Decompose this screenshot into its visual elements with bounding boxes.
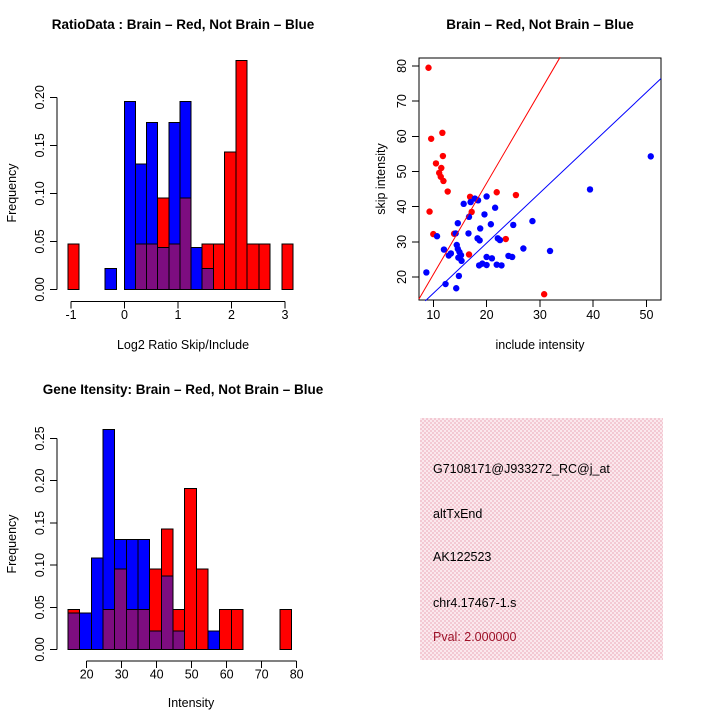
hist-bar-segment [115,569,127,649]
scatter-point-blue [448,250,454,256]
x-tick-label: 30 [114,667,129,682]
scatter-point-blue [488,221,494,227]
scatter-point-blue [483,262,489,268]
scatter-point-blue [529,218,535,224]
y-tick-label: 0.10 [33,181,47,206]
scatter-point-blue [520,245,526,251]
event-type-text: altTxEnd [433,507,483,521]
x-tick-label: 1 [174,308,182,322]
hist-bar-segment [103,429,115,609]
scatter-point-blue [456,273,462,279]
scatter-point-red [466,251,472,257]
y-tick-label: 0.20 [33,85,47,110]
info-panel [420,418,663,660]
scatter-point-red [440,153,446,159]
y-tick-label: 80 [395,59,409,73]
hist-bar-segment [161,529,173,576]
hist-bar-segment [259,244,270,290]
scatter-point-blue [483,254,489,260]
hist-bar-segment [92,558,104,650]
scatter-point-red [433,160,439,166]
x-tick-label: 40 [149,667,164,682]
gene-histogram-plot-area [33,426,304,681]
hist-bar-segment [125,101,136,289]
x-tick-label: 60 [219,667,234,682]
hist-bar-segment [231,609,243,649]
hist-bar-segment [220,609,232,649]
hist-bar-segment [68,609,80,612]
scatter-point-red [440,178,446,184]
y-tick-label: 0.05 [33,595,47,620]
x-tick-label: 80 [289,667,304,682]
scatter-point-blue [434,233,440,239]
x-tick-label: 0 [121,308,128,322]
hist-bar-segment [158,248,169,290]
x-tick-label: 20 [79,667,94,682]
hist-bar-segment [173,631,185,649]
x-tick-label: 50 [639,308,654,322]
gene-histogram-panel [0,360,360,720]
hist-bar-segment [247,244,259,290]
x-tick-label: 40 [586,308,601,322]
scatter-point-red [425,65,431,71]
y-tick-label: 0.00 [33,637,47,662]
hist-bar-segment [185,489,197,650]
scatter-point-blue [476,237,482,243]
y-tick-label: 0.15 [33,133,47,158]
hist-bar-segment [138,539,150,609]
hist-bar-segment [103,609,115,649]
scatter-point-blue [498,262,504,268]
hist-bar-segment [225,152,236,289]
x-tick-label: 2 [228,308,235,322]
scatter-point-blue [453,285,459,291]
hist-bar-segment [136,164,147,244]
y-tick-label: 0.05 [33,229,47,254]
hist-bar-segment [115,539,127,569]
scatter-point-red [444,188,450,194]
scatter-point-blue [547,248,553,254]
hist-bar-segment [127,539,139,609]
pval-text: Pval: 2.000000 [433,630,517,644]
scatter-point-blue [476,262,482,268]
hist-bar-segment [282,244,293,290]
y-tick-label: 0.20 [33,468,47,493]
y-tick-label: 0.00 [33,277,47,302]
scatter-point-blue [489,255,495,261]
gene-histogram-title: Gene Itensity: Brain – Red, Not Brain – Blue [42,382,324,397]
x-tick-label: -1 [65,308,77,322]
scatter-point-blue [458,258,464,264]
scatter-point-blue [455,220,461,226]
hist-bar-segment [150,631,162,649]
scatter-point-blue [587,186,593,192]
hist-bar-segment [138,609,150,649]
scatter-xlabel: include intensity [495,338,585,352]
scatter-title: Brain – Red, Not Brain – Blue [446,17,634,32]
hist-bar-segment [173,609,185,631]
x-tick-label: 3 [281,308,289,322]
ratio-histogram-title: RatioData : Brain – Red, Not Brain – Blue [51,17,315,32]
scatter-point-red [426,208,432,214]
x-tick-label: 30 [532,308,547,322]
probe-id-text: G7108171@J933272_RC@j_at [433,462,610,476]
x-tick-label: 50 [184,667,199,682]
scatter-point-blue [497,237,503,243]
scatter-point-blue [510,222,516,228]
scatter-point-red [513,192,519,198]
scatter-point-blue [423,269,429,275]
hist-bar-segment [146,244,157,290]
scatter-point-red [428,136,434,142]
scatter-point-red [503,236,509,242]
scatter-point-red [439,130,445,136]
hist-bar-segment [236,61,247,290]
scatter-ylabel: skip intensity [374,143,388,215]
scatter-point-blue [477,225,483,231]
y-tick-label: 0.15 [33,510,47,536]
scatter-point-blue [509,254,515,260]
hist-bar-segment [180,101,191,198]
y-tick-label: 20 [395,270,409,284]
gene-histogram-ylabel: Frequency [5,514,19,574]
ratio-histogram-plot-area [33,61,293,322]
hist-bar-segment [80,613,92,650]
hist-bar-segment [68,244,79,290]
x-tick-label: 10 [426,308,441,322]
accession-text: AK122523 [433,550,492,564]
hist-bar-segment [127,609,139,649]
scatter-point-blue [492,205,498,211]
gene-histogram-xlabel: Intensity [167,696,215,710]
hist-bar-segment [202,269,213,290]
y-tick-label: 70 [395,94,409,109]
scatter-point-red [541,291,547,297]
scatter-plot-area [395,57,661,322]
ratio-histogram-ylabel: Frequency [5,163,19,223]
plot-frame [419,58,661,300]
y-tick-label: 30 [395,234,409,249]
ratio-histogram-xlabel: Log2 Ratio Skip/Include [116,338,250,352]
hist-bar-segment [196,569,208,649]
hist-bar-segment [169,122,180,243]
hist-bar-segment [208,631,220,649]
intensity-scatter-panel [360,0,720,360]
hist-bar-segment [280,609,292,649]
hist-bar-segment [158,198,169,248]
hist-bar-segment [161,576,173,649]
blue-fit-line [425,79,661,301]
y-tick-label: 60 [395,129,409,144]
hist-bar-segment [105,269,116,290]
y-tick-label: 40 [395,199,409,214]
y-tick-label: 0.10 [33,552,47,578]
hist-bar-segment [150,569,162,631]
x-tick-label: 70 [254,667,269,682]
scatter-point-blue [465,230,471,236]
hist-bar-segment [191,248,202,290]
hist-bar-segment [68,613,80,650]
hist-bar-segment [136,244,147,290]
hist-bar-segment [202,244,213,269]
ratio-histogram-panel [0,0,360,360]
x-tick-label: 20 [479,308,494,322]
scatter-point-blue [460,201,466,207]
scatter-point-blue [483,193,489,199]
hist-bar-segment [146,122,157,243]
y-tick-label: 50 [395,164,409,179]
info-panel-container [360,360,720,720]
y-tick-label: 0.25 [33,426,47,451]
locus-text: chr4.17467-1.s [433,596,517,610]
scatter-point-blue [481,211,487,217]
scatter-point-blue [648,153,654,159]
hist-bar-segment [180,198,191,289]
hist-bar-segment [169,244,180,290]
scatter-point-red [494,189,500,195]
hist-bar-segment [213,244,224,290]
